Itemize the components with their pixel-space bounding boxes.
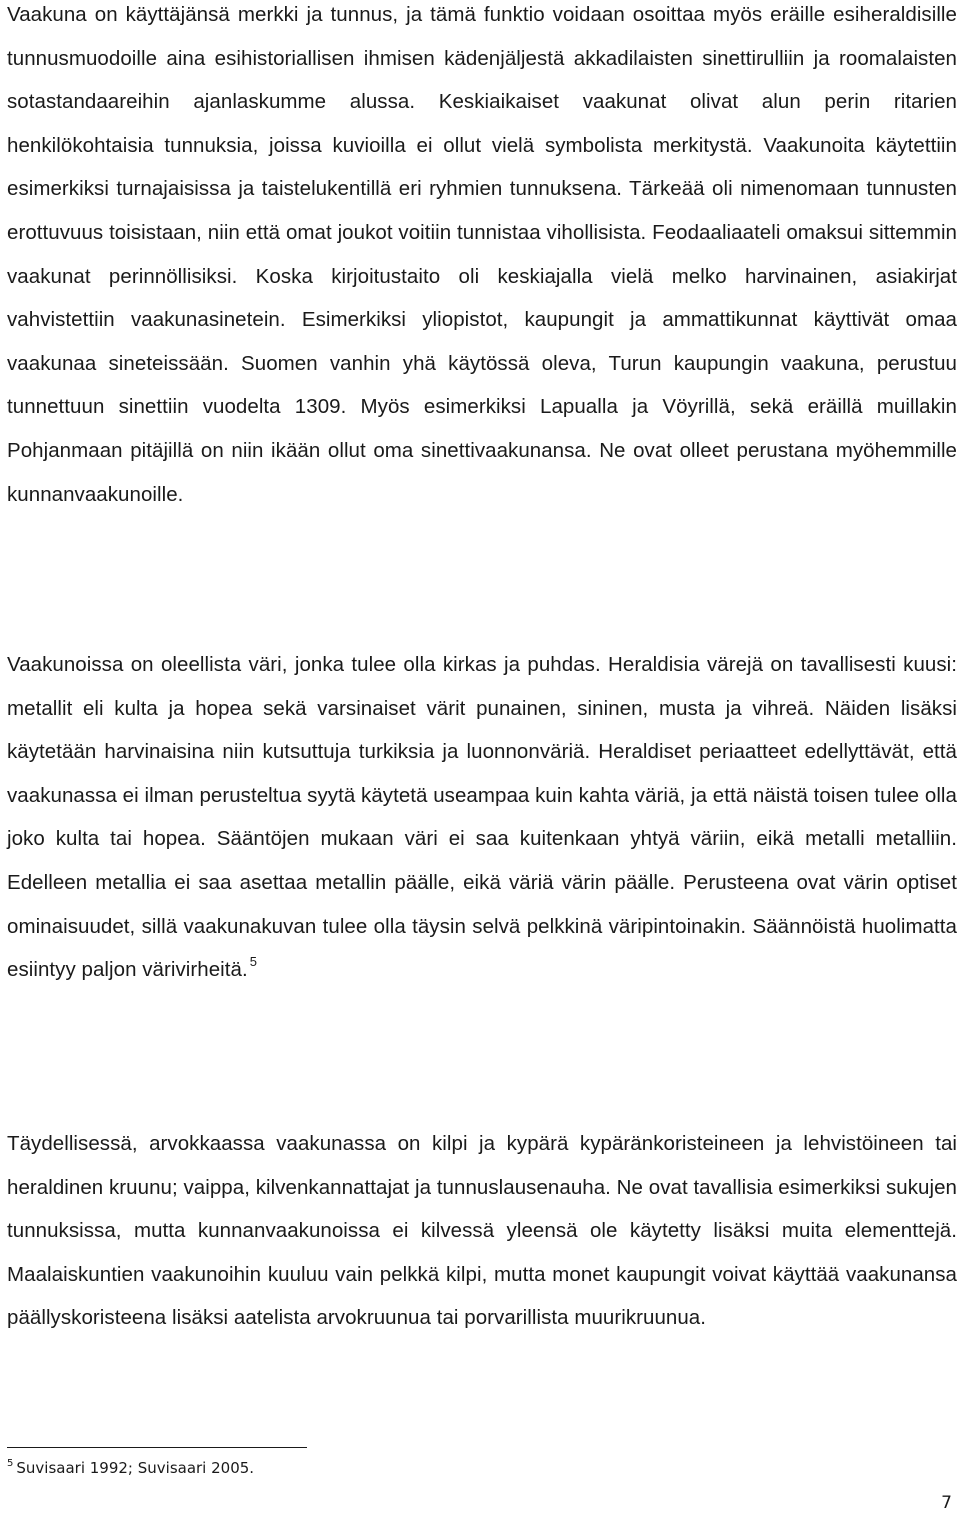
paragraph-1 xyxy=(7,0,957,516)
paragraph-3-text: Täydellisessä, arvokkaassa vaakunassa on kilpi ja kypärä kypäränkoristeineen ja lehvistöineen tai heraldinen kruunu; vaippa, kilvenkannattajat ja tunnuslausenauha. Ne ovat tavallisia esimerkiksi sukujen tunnuksissa, mutta kunnanvaakunoissa ei kilvessä yleensä ole käytetty lisäksi muita elementtejä. Maalaiskuntien vaakunoihin kuuluu vain pelkkä kilpi, mutta monet kaupungit voivat käyttää vaakunansa päällyskoristeena lisäksi aatelista arvokruunua tai porvarillista muurikruunua. xyxy=(7,1132,957,1330)
footnote-text: Suvisaari 1992; Suvisaari 2005. xyxy=(16,1459,255,1477)
page-number: 7 xyxy=(941,1493,952,1513)
paragraph-2-text: Vaakunoissa on oleellista väri, jonka tulee olla kirkas ja puhdas. Heraldisia värejä on tavallisesti kuusi: metallit eli kulta ja hopea sekä varsinaiset värit punainen, sininen, musta ja vihreä. Näiden lisäksi käytetään harvinaisina niin kutsuttuja turkiksia ja luonnonväriä. Heraldiset periaatteet edellyttävät, että vaakunassa ei ilman perusteltua syytä käytetä useampaa kuin kahta väriä, ja että näistä toisen tulee olla joko kulta tai hopea. Sääntöjen mukaan väri ei saa kuitenkaan yhtyä väriin, eikä metalli metalliin. Edelleen metallia ei saa asettaa metallin päälle, eikä väriä värin päälle. Perusteena ovat värin optiset ominaisuudet, sillä vaakunakuvan tulee olla täysin selvä pelkkinä väripintoinakin. Säännöistä huolimatta esiintyy paljon värivirheitä. xyxy=(7,653,957,982)
footnote xyxy=(7,1457,254,1482)
footnote-separator xyxy=(7,1447,307,1448)
paragraph-1-text: Vaakuna on käyttäjänsä merkki ja tunnus, ja tämä funktio voidaan osoittaa myös eräille esiheraldisille tunnusmuodoille aina esihistoriallisen ihmisen kädenjäljestä akkadilaisten sinettirulliin ja roomalaisten sotastandaareihin ajanlaskumme alussa. Keskiaikaiset vaakunat olivat alun perin ritarien henkilökohtaisia tunnuksia, joissa kuvioilla ei ollut vielä symbolista merkitystä. Vaakunoita käytettiin esimerkiksi turnajaisissa ja taistelukentillä eri ryhmien tunnuksena. Tärkeää oli nimenomaan tunnusten erottuvuus toisistaan, niin että omat joukot voitiin tunnistaa vihollisista. Feodaaliaateli omaksui sittemmin vaakunat perinnöllisiksi. Koska kirjoitustaito oli keskiajalla vielä melko harvinainen, asiakirjat vahvistettiin vaakunasinetein. Esimerkiksi yliopistot, kaupungit ja ammattikunnat käyttivät omaa vaakunaa sineteissään. Suomen vanhin yhä käytössä oleva, Turun kaupungin vaakuna, perustuu tunnettuun sinettiin vuodelta 1309. Myös esimerkiksi Lapualla ja Vöyrillä, sekä eräillä muillakin Pohjanmaan pitäjillä on niin ikään ollut oma sinettivaakunansa. Ne ovat olleet perustana myöhemmille kunnanvaakunoille. xyxy=(7,3,957,506)
footnote-reference[interactable]: 5 xyxy=(249,954,258,970)
footnote-number: 5 xyxy=(7,1458,14,1469)
paragraph-3 xyxy=(7,1122,957,1340)
paragraph-2 xyxy=(7,643,957,994)
